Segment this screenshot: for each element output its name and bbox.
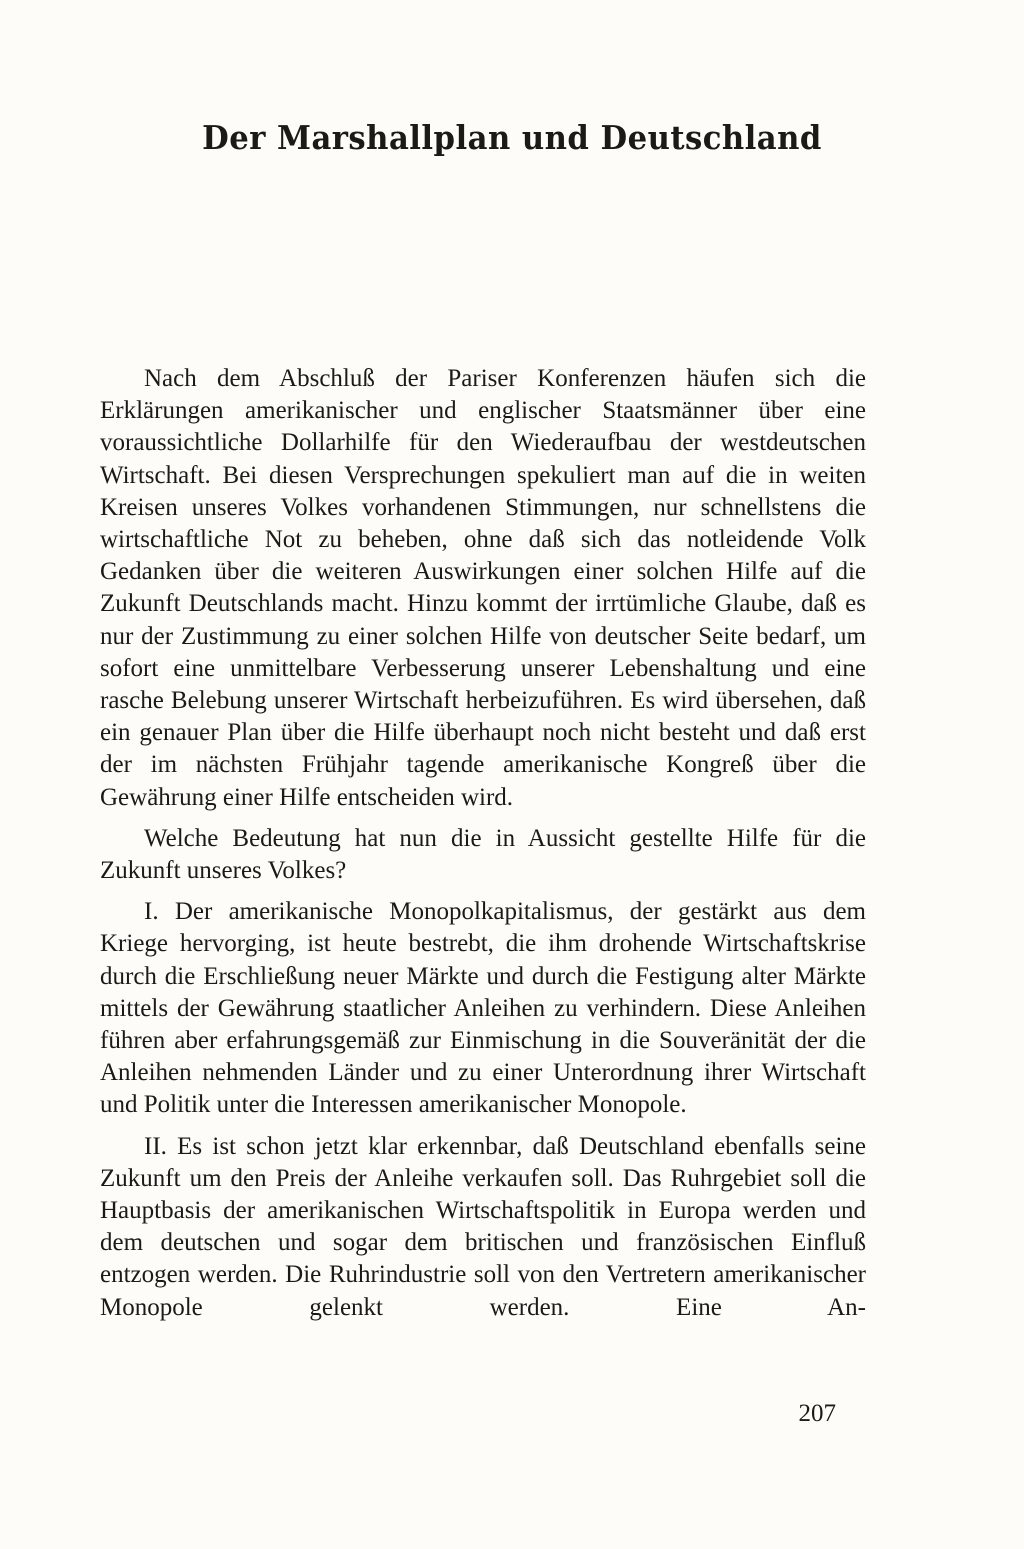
paragraph-2: Welche Bedeutung hat nun die in Aussicht gestellte Hilfe für die Zukunft unseres Volkes? <box>100 824 866 885</box>
body-text <box>100 363 866 1333</box>
page-title: Der Marshallplan und Deutschland <box>202 118 822 157</box>
page-number: 207 <box>798 1400 836 1427</box>
paragraph-4: II. Es ist schon jetzt klar erkennbar, daß Deutschland ebenfalls seine Zukunft um den Preis der Anleihe verkaufen soll. Das Ruhrgebiet soll die Hauptbasis der amerikanischen Wirtschaftspolitik in Europa werden und dem deutschen und sogar dem britischen und französischen Einfluß entzogen werden. Die Ruhrindustrie soll von den Vertretern amerikanischer Monopole gelenkt werden. Eine An- <box>100 1132 866 1321</box>
paragraph-1: Nach dem Abschluß der Pariser Konferenzen häufen sich die Erklärungen amerikanischer und englischer Staatsmänner über eine voraussichtliche Dollarhilfe für den Wiederaufbau der westdeutschen Wirtschaft. Bei diesen Versprechungen spekuliert man auf die in weiten Kreisen unseres Volkes vorhandenen Stimmungen, nur schnellstens die wirtschaftliche Not zu beheben, ohne daß sich das notleidende Volk Gedanken über die weiteren Auswirkungen einer solchen Hilfe auf die Zukunft Deutschlands macht. Hinzu kommt der irrtümliche Glaube, daß es nur der Zustimmung zu einer solchen Hilfe von deutscher Seite bedarf, um sofort eine unmittelbare Verbesserung unserer Lebenshaltung und eine rasche Belebung unserer Wirtschaft herbeizuführen. Es wird übersehen, daß ein genauer Plan über die Hilfe überhaupt noch nicht besteht und daß erst der im nächsten Frühjahr tagende amerikanische Kongreß über die Gewährung einer Hilfe entscheiden wird. <box>100 365 866 811</box>
paragraph-3: I. Der amerikanische Monopolkapitalismus, der gestärkt aus dem Kriege hervorging, ist heute bestrebt, die ihm drohende Wirtschaftskrise durch die Erschließung neuer Märkte und durch die Festigung alter Märkte mittels der Gewährung staatlicher Anleihen zu verhindern. Diese Anleihen führen aber erfahrungsgemäß zur Einmischung in die Souveränität der die Anleihen nehmenden Länder und zu einer Unterordnung ihrer Wirtschaft und Politik unter die Interessen amerikanischer Monopole. <box>100 898 866 1119</box>
